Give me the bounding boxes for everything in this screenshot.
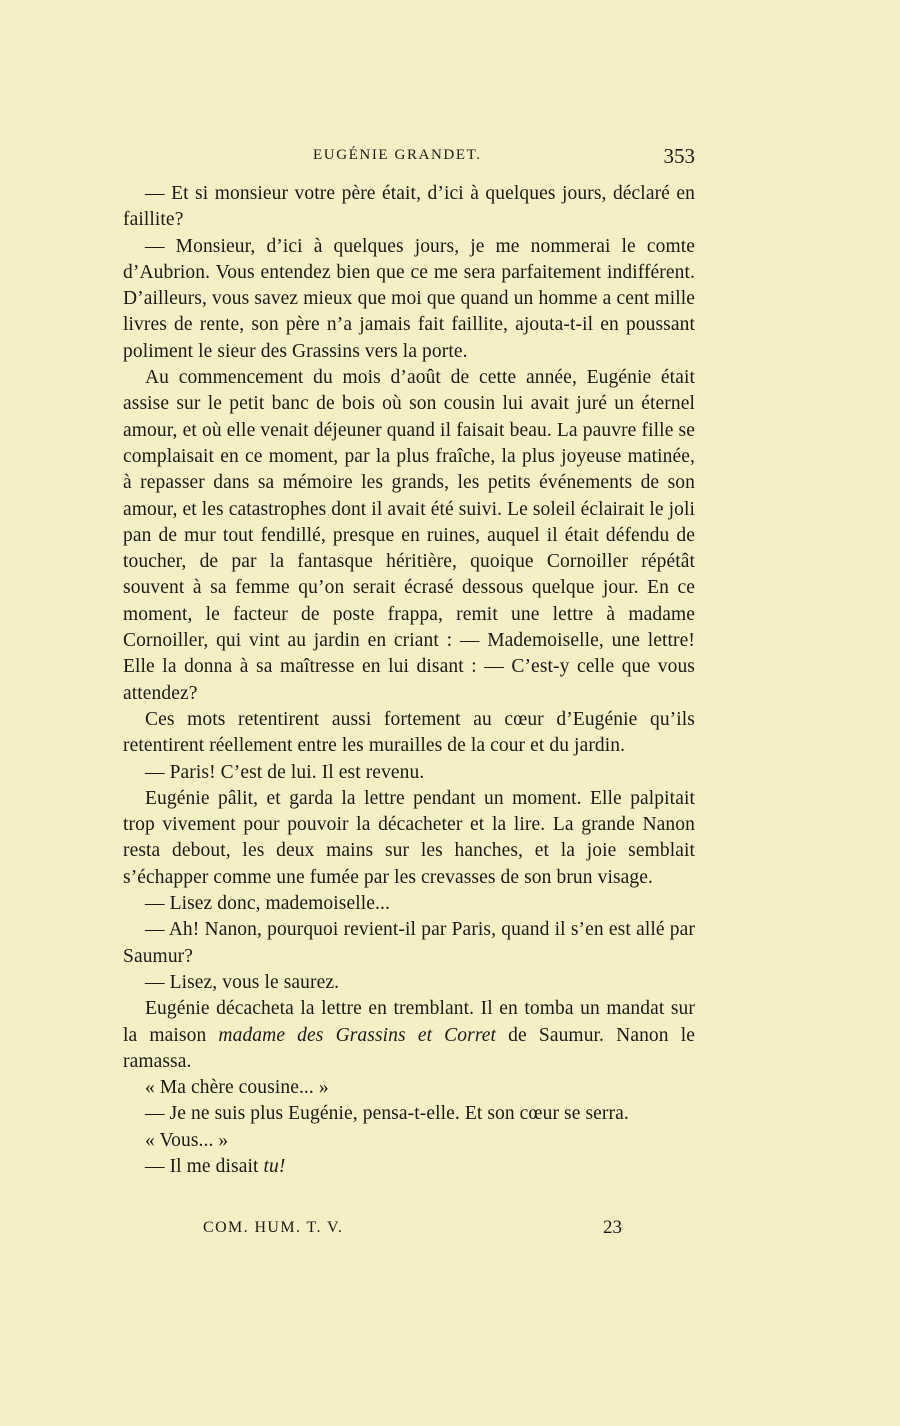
page-footer — [123, 1217, 695, 1243]
letter-quote: « Vous... » — [145, 1129, 229, 1151]
paragraph: Au commencement du mois d’août de cette année, Eugénie était assise sur le petit banc de bois où son cousin lui avait juré un éternel amour, et où elle venait déjeuner quand il faisait beau. La pauvre fille se complaisait en ce moment, par la plus fraîche, la plus joyeuse matinée, à repasser dans sa mémoire les grands, les petits événements de son amour, et les catastrophes dont il avait été suivi. Le soleil éclairait le joli pan de mur tout fendillé, presque en ruines, auquel il était défendu de toucher, de par la fantasque héritière, quoique Cornoiller répétât souvent à sa femme qu’on serait écrasé dessous quelque jour. En ce moment, le facteur de poste frappa, remit une lettre à madame Cornoiller, qui vint au jardin en criant : — Mademoiselle, une lettre! Elle la donna à sa maîtresse en lui disant : — C’est-y celle que vous attendez? — [123, 367, 695, 704]
mandat-text-after: de Saumur. Nanon le ramassa. — [123, 1024, 695, 1072]
last-line-italic: tu! — [263, 1155, 286, 1177]
paragraph: — Ah! Nanon, pourquoi revient-il par Paris, quand il s’en est allé par Saumur? — [123, 919, 695, 967]
paragraph: — Je ne suis plus Eugénie, pensa-t-elle. Et son cœur se serra. — [145, 1103, 629, 1125]
mandat-paragraph — [123, 996, 695, 1075]
last-line — [123, 1154, 695, 1180]
body-text — [123, 181, 695, 1180]
page-header — [123, 144, 695, 174]
paragraph: — Paris! C’est de lui. Il est revenu. — [145, 761, 425, 783]
paragraph: Eugénie pâlit, et garda la lettre pendant un moment. Elle palpitait trop vivement pour pouvoir la décacheter et la lire. La grande Nanon resta debout, les deux mains sur les hanches, et la joie semblait s’échapper comme une fumée par les crevasses de son brun visage. — [123, 787, 695, 888]
running-title: EUGÉNIE GRANDET. — [313, 147, 482, 163]
mandat-text-before: Eugénie décacheta la lettre en tremblant. Il en tomba un mandat sur la maison — [123, 998, 695, 1046]
page-number: 353 — [663, 144, 695, 168]
paragraph: — Monsieur, d’ici à quelques jours, je me nommerai le comte d’Aubrion. Vous entendez bien que ce me sera parfaitement indifférent. D’ailleurs, vous savez mieux que moi que quand un homme a cent mille livres de rente, son père n’a jamais fait faillite, ajouta-t-il en poussant poliment le sieur des Grassins vers la porte. — [123, 235, 695, 362]
printer-signature: COM. HUM. T. V. — [203, 1219, 344, 1236]
last-line-text: — Il me disait — [145, 1155, 264, 1177]
paragraph: — Et si monsieur votre père était, d’ici à quelques jours, déclaré en faillite? — [123, 183, 695, 231]
paragraph: Ces mots retentirent aussi fortement au cœur d’Eugénie qu’ils retentirent réellement entre les murailles de la cour et du jardin. — [123, 708, 695, 757]
mandat-italic-name: madame des Grassins et Corret — [218, 1024, 497, 1046]
letter-greeting: « Ma chère cousine... » — [145, 1077, 329, 1099]
paragraph: — Lisez, vous le saurez. — [145, 971, 340, 993]
paragraph: — Lisez donc, mademoiselle... — [145, 893, 390, 915]
sheet-number: 23 — [603, 1217, 622, 1238]
